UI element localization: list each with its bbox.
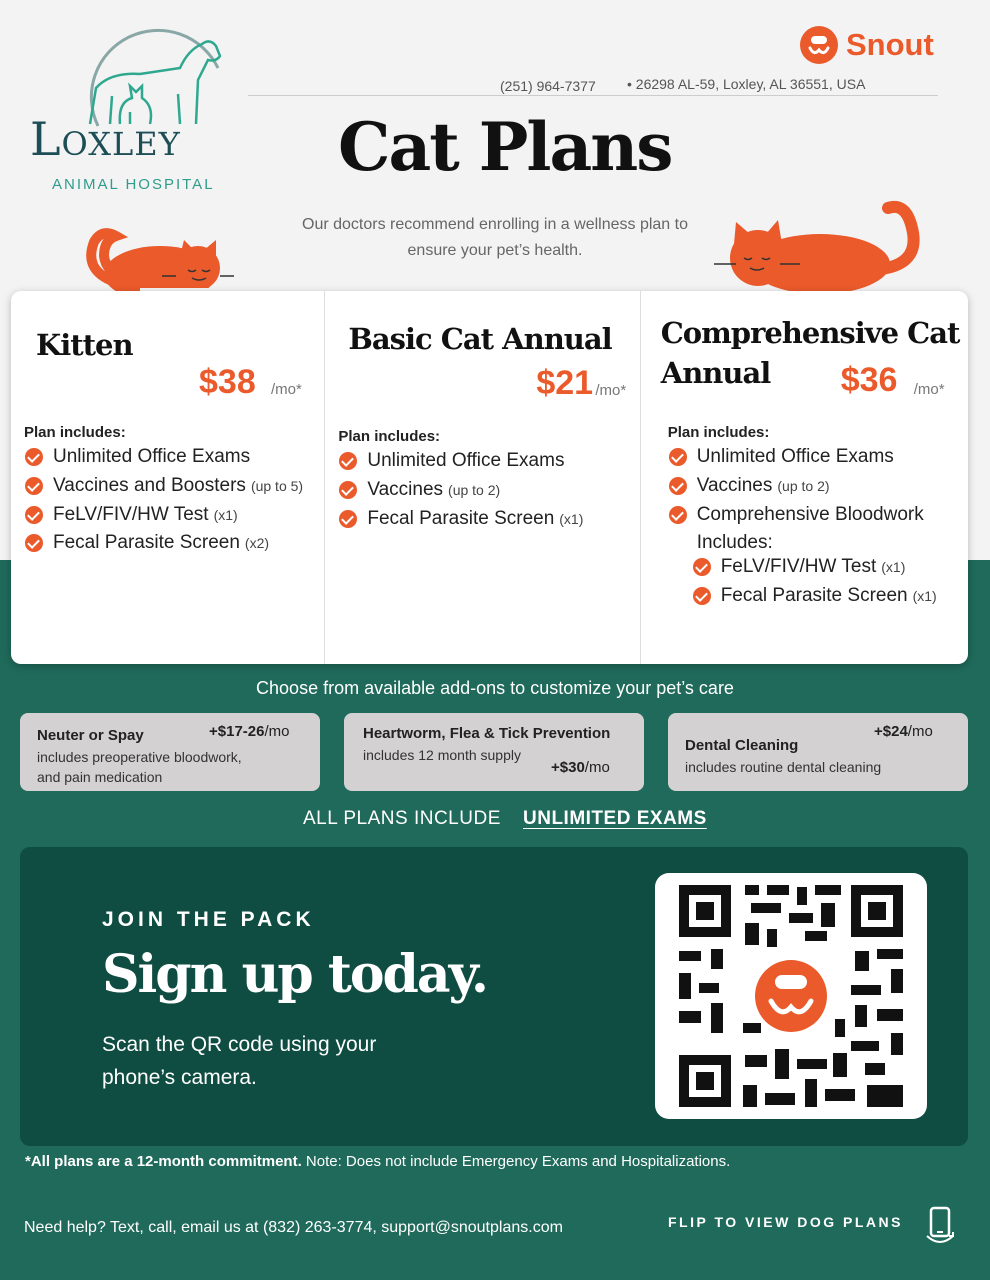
qr-code-card[interactable] (655, 873, 927, 1119)
plan-sub-includes-label: Includes: (696, 532, 773, 554)
check-icon (25, 534, 43, 552)
snout-logo-icon (800, 26, 838, 64)
plan-name: Kitten (36, 328, 133, 362)
list-item: Fecal Parasite Screen (x2) (25, 529, 303, 558)
list-item: Unlimited Office Exams (669, 443, 929, 472)
addon-price: +$30/mo (551, 759, 610, 776)
plan-feature-list (669, 443, 929, 558)
check-icon (25, 448, 43, 466)
plan-includes-label: Plan includes: (24, 424, 126, 441)
addon-price: +$24/mo (874, 723, 933, 740)
clinic-subtitle: ANIMAL HOSPITAL (52, 176, 215, 193)
plan-includes-label: Plan includes: (338, 428, 441, 445)
clinic-name: Loxley (30, 112, 181, 166)
plan-comprehensive-cat-annual[interactable] (641, 291, 968, 664)
plan-basic-cat-annual[interactable] (325, 291, 640, 664)
unlimited-exams-link[interactable]: UNLIMITED EXAMS (523, 808, 707, 829)
addon-neuter-or-spay[interactable] (20, 713, 320, 791)
plan-price: $36 (840, 361, 898, 399)
addon-description: includes preoperative bloodwork, and pain medication (37, 749, 242, 785)
plan-price-period: /mo* (913, 381, 945, 398)
snout-brand (800, 26, 934, 64)
check-icon (669, 477, 687, 495)
addon-name: Dental Cleaning (685, 737, 799, 754)
list-item: FeLV/FIV/HW Test (x1) (693, 553, 937, 582)
page-title: Cat Plans (338, 108, 672, 186)
snout-brand-name: Snout (846, 27, 934, 62)
cat-illustration-right (700, 198, 930, 294)
addons-intro: Choose from available add-ons to customize your pet’s care (256, 678, 734, 698)
signup-headline: Sign up today. (102, 944, 487, 1005)
clinic-phone: (251) 964-7377 (500, 78, 596, 94)
help-contact: Need help? Text, call, email us at (832) 263-3774, support@snoutplans.com (24, 1219, 563, 1236)
page-intro: Our doctors recommend enrolling in a wellness plan to ensure your pet’s health. (302, 216, 688, 259)
check-icon (25, 477, 43, 495)
qr-code-icon (655, 873, 927, 1119)
plan-price: $38 (199, 363, 256, 401)
list-item: Fecal Parasite Screen (x1) (339, 504, 583, 533)
all-plans-include-label: ALL PLANS INCLUDE (303, 808, 501, 829)
check-icon (339, 481, 357, 499)
check-icon (25, 506, 43, 524)
plan-price-period: /mo* (595, 382, 627, 399)
list-item: Vaccines (up to 2) (339, 476, 583, 505)
plan-name-line-2: Annual (660, 356, 771, 390)
check-icon (693, 587, 711, 605)
plan-includes-label: Plan includes: (667, 424, 770, 441)
header-divider (248, 95, 938, 96)
flip-phone-icon (924, 1206, 956, 1246)
list-item: Unlimited Office Exams (339, 447, 583, 476)
addon-dental-cleaning[interactable] (668, 713, 968, 791)
list-item: Comprehensive Bloodwork (669, 500, 929, 529)
addon-name: Heartworm, Flea & Tick Prevention (363, 725, 611, 742)
check-icon (339, 452, 357, 470)
flip-to-dog-plans-label[interactable]: FLIP TO VIEW DOG PLANS (668, 1214, 903, 1230)
list-item: FeLV/FIV/HW Test (x1) (25, 500, 303, 529)
check-icon (693, 558, 711, 576)
plan-kitten[interactable] (11, 291, 325, 664)
plan-disclaimer: *All plans are a 12-month commitment. Note: Does not include Emergency Exams and Hospitalizations. (25, 1153, 731, 1170)
plan-feature-list (339, 447, 583, 533)
signup-instructions: Scan the QR code using your phone’s camera. (102, 1033, 377, 1089)
addon-price: +$17-26/mo (209, 723, 290, 740)
list-item: Vaccines and Boosters (up to 5) (25, 472, 303, 501)
list-item: Vaccines (up to 2) (669, 472, 929, 501)
clinic-address: • 26298 AL-59, Loxley, AL 36551, USA (627, 76, 866, 92)
check-icon (339, 510, 357, 528)
addon-name: Neuter or Spay (37, 727, 144, 744)
addon-heartworm-flea-tick[interactable] (344, 713, 644, 791)
plan-feature-list (25, 443, 303, 558)
signup-kicker: JOIN THE PACK (102, 908, 315, 931)
plan-name-line-1: Comprehensive Cat (660, 316, 960, 350)
cat-illustration-left (80, 222, 250, 294)
addon-description: includes 12 month supply (363, 747, 521, 763)
check-icon (669, 448, 687, 466)
list-item: Unlimited Office Exams (25, 443, 303, 472)
plan-price-period: /mo* (271, 381, 302, 398)
check-icon (669, 506, 687, 524)
plan-name: Basic Cat Annual (348, 322, 612, 356)
plan-sub-feature-list (693, 553, 937, 610)
plans-card (11, 291, 968, 664)
plan-price: $21 (536, 364, 594, 402)
list-item: Fecal Parasite Screen (x1) (693, 582, 937, 611)
addon-description: includes routine dental cleaning (685, 759, 882, 775)
